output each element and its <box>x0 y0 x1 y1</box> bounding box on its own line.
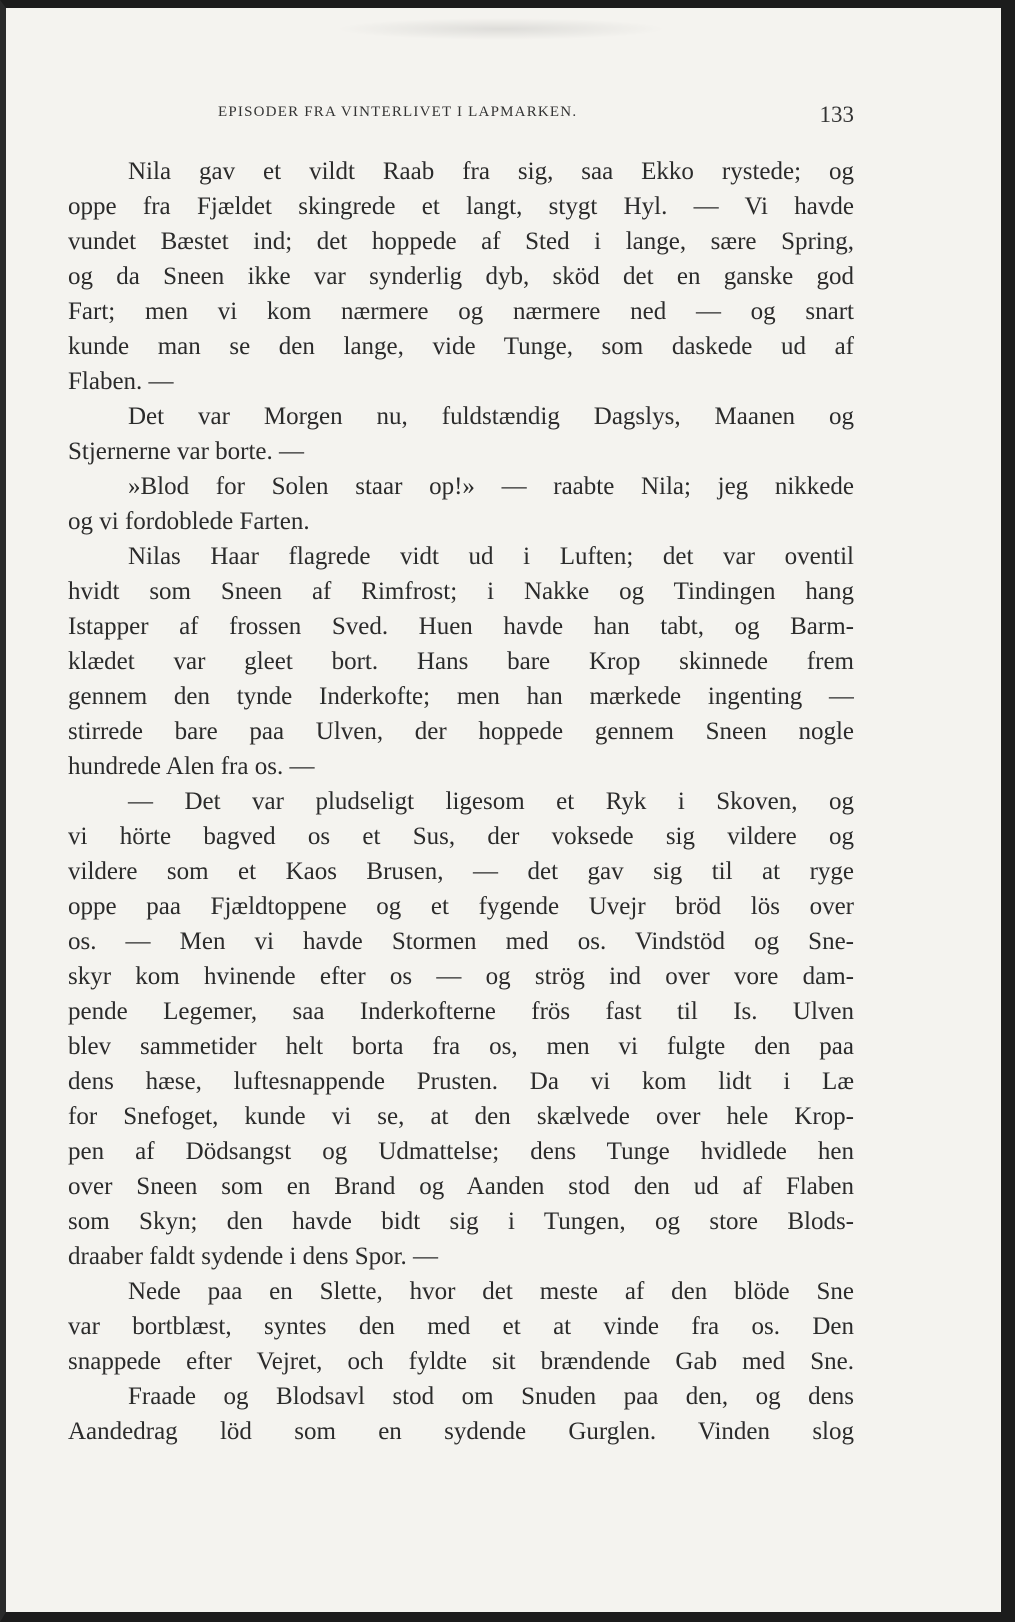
text-line: Det var Morgen nu, fuldstændig Dagslys, Maanen og <box>128 403 854 430</box>
text-line: oppe fra Fjældet skingrede et langt, stygt Hyl. — Vi havde <box>68 193 854 220</box>
text-line: Nilas Haar flagrede vidt ud i Luften; det var oventil <box>128 543 854 570</box>
text-line: hundrede Alen fra os. — <box>68 753 315 780</box>
text-line: som Skyn; den havde bidt sig i Tungen, og store Blods- <box>68 1208 854 1235</box>
running-head <box>66 104 854 134</box>
text-line: os. — Men vi havde Stormen med os. Vindstöd og Sne- <box>68 928 854 955</box>
text-line: skyr kom hvinende efter os — og strög ind over vore dam- <box>68 963 854 990</box>
text-line: dens hæse, luftesnappende Prusten. Da vi kom lidt i Læ <box>68 1068 854 1095</box>
text-line: Flaben. — <box>68 368 174 395</box>
text-line: Fraade og Blodsavl stod om Snuden paa den, og dens <box>128 1383 854 1410</box>
text-line: Aandedrag löd som en sydende Gurglen. Vinden slog <box>68 1418 854 1445</box>
text-line: — Det var pludseligt ligesom et Ryk i Skoven, og <box>128 788 854 815</box>
text-line: hvidt som Sneen af Rimfrost; i Nakke og Tindingen hang <box>68 578 854 605</box>
text-line: pen af Dödsangst og Udmattelse; dens Tunge hvidlede hen <box>68 1138 854 1165</box>
text-line: vi hörte bagved os et Sus, der voksede sig vildere og <box>68 823 854 850</box>
text-line: for Snefoget, kunde vi se, at den skælvede over hele Krop- <box>68 1103 854 1130</box>
text-line: oppe paa Fjældtoppene og et fygende Uvejr bröd lös over <box>68 893 854 920</box>
text-line: »Blod for Solen staar op!» — raabte Nila; jeg nikkede <box>128 473 854 500</box>
show-through-smudge <box>336 18 666 40</box>
text-line: draaber faldt sydende i dens Spor. — <box>68 1243 439 1270</box>
text-line: kunde man se den lange, vide Tunge, som daskede ud af <box>68 333 854 360</box>
text-line: Fart; men vi kom nærmere og nærmere ned — og snart <box>68 298 854 325</box>
text-line: klædet var gleet bort. Hans bare Krop skinnede frem <box>68 648 854 675</box>
text-line: Stjernerne var borte. — <box>68 438 305 465</box>
text-line: blev sammetider helt borta fra os, men vi fulgte den paa <box>68 1033 854 1060</box>
text-line: gennem den tynde Inderkofte; men han mærkede ingenting — <box>68 683 854 710</box>
text-line: Nede paa en Slette, hvor det meste af den blöde Sne <box>128 1278 854 1305</box>
text-line: vundet Bæstet ind; det hoppede af Sted i lange, sære Spring, <box>68 228 854 255</box>
page-number: 133 <box>819 102 854 127</box>
text-line: og vi fordoblede Farten. <box>68 508 310 535</box>
text-line: snappede efter Vejret, och fyldte sit brændende Gab med Sne. <box>68 1348 854 1375</box>
text-line: pende Legemer, saa Inderkofterne frös fast til Is. Ulven <box>68 998 854 1025</box>
body-text <box>68 154 854 1449</box>
text-line: over Sneen som en Brand og Aanden stod den ud af Flaben <box>68 1173 854 1200</box>
text-line: var bortblæst, syntes den med et at vinde fra os. Den <box>68 1313 854 1340</box>
text-line: vildere som et Kaos Brusen, — det gav sig til at ryge <box>68 858 854 885</box>
text-line: stirrede bare paa Ulven, der hoppede gennem Sneen nogle <box>68 718 854 745</box>
text-line: Nila gav et vildt Raab fra sig, saa Ekko rystede; og <box>128 158 854 185</box>
running-head-title: EPISODER FRA VINTERLIVET I LAPMARKEN. <box>218 104 578 120</box>
text-line: Istapper af frossen Sved. Huen havde han tabt, og Barm- <box>68 613 854 640</box>
text-line: og da Sneen ikke var synderlig dyb, sköd det en ganske god <box>68 263 854 290</box>
